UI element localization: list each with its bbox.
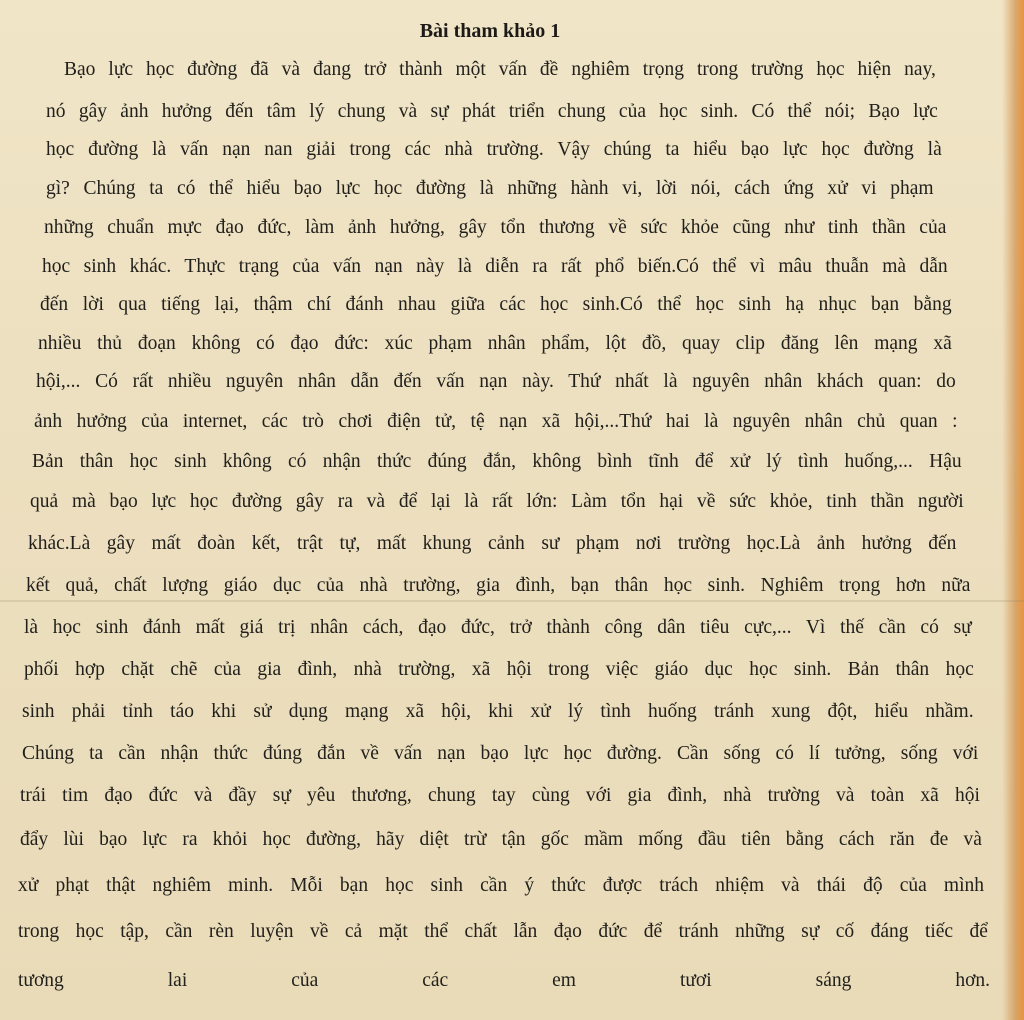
text-line: xử phạt thật nghiêm minh. Mỗi bạn học sinh cần ý thức được trách nhiệm và thái độ của mình	[18, 875, 985, 896]
last-line-word: hơn.	[955, 970, 990, 991]
text-line: trong học tập, cần rèn luyện về cả mặt thể chất lẫn đạo đức để tránh những sự cố đáng tiếc để	[18, 921, 988, 942]
page-edge	[1002, 0, 1024, 1020]
text-line: Chúng ta cần nhận thức đúng đắn về vấn nạn bạo lực học đường. Cần sống có lí tưởng, sống với	[22, 743, 979, 764]
text-line: Bạo lực học đường đã và đang trở thành một vấn đề nghiêm trọng trong trường học hiện nay,	[64, 59, 936, 80]
text-line: ảnh hưởng của internet, các trò chơi điện tử, tệ nạn xã hội,...Thứ hai là nguyên nhân chủ quan :	[34, 411, 958, 432]
text-line: trái tim đạo đức và đầy sự yêu thương, chung tay cùng với gia đình, nhà trường và toàn xã hội	[20, 785, 980, 806]
text-line: nó gây ảnh hưởng đến tâm lý chung và sự phát triển chung của học sinh. Có thể nói; Bạo lực	[46, 101, 938, 122]
last-line-word: tươi	[679, 970, 712, 991]
text-line: nhiều thủ đoạn không có đạo đức: xúc phạm nhân phẩm, lột đồ, quay clip đăng lên mạng xã	[38, 333, 952, 354]
text-line: Bản thân học sinh không có nhận thức đúng đắn, không bình tĩnh để xử lý tình huống,... Hậu	[32, 451, 962, 472]
text-line: gì? Chúng ta có thể hiểu bạo lực học đường là những hành vi, lời nói, cách ứng xử vi phạm	[46, 178, 934, 199]
last-line-word: của	[291, 970, 319, 991]
text-line: sinh phải tỉnh táo khi sử dụng mạng xã hội, khi xử lý tình huống tránh xung đột, hiểu nhầm.	[22, 701, 974, 722]
text-line: quả mà bạo lực học đường gây ra và để lại là rất lớn: Làm tổn hại về sức khỏe, tinh thần người	[30, 491, 964, 512]
text-line: học đường là vấn nạn nan giải trong các nhà trường. Vậy chúng ta hiểu bạo lực học đường là	[46, 139, 942, 160]
last-line-word: lai	[167, 970, 188, 991]
text-line: hội,... Có rất nhiều nguyên nhân dẫn đến vấn nạn này. Thứ nhất là nguyên nhân khách quan: do	[36, 371, 956, 392]
text-line: là học sinh đánh mất giá trị nhân cách, đạo đức, trở thành công dân tiêu cực,... Vì thế cần có sự	[24, 617, 972, 638]
text-line: học sinh khác. Thực trạng của vấn nạn này là diễn ra rất phổ biến.Có thể vì mâu thuẫn mà dẫn	[42, 256, 948, 277]
last-line-word: sáng	[815, 970, 852, 991]
text-line: khác.Là gây mất đoàn kết, trật tự, mất khung cảnh sư phạm nơi trường học.Là ảnh hưởng đến	[28, 533, 957, 554]
last-text-line	[18, 970, 990, 992]
text-line: đến lời qua tiếng lại, thậm chí đánh nhau giữa các học sinh.Có thể học sinh hạ nhục bạn bằng	[40, 294, 952, 315]
last-line-word: em	[552, 970, 576, 991]
last-line-word: tương	[18, 970, 64, 991]
document-title: Bài tham khảo 1	[419, 20, 561, 42]
text-line: kết quả, chất lượng giáo dục của nhà trường, gia đình, bạn thân học sinh. Nghiêm trọng hơn nữa	[26, 575, 971, 596]
text-line: phối hợp chặt chẽ của gia đình, nhà trường, xã hội trong việc giáo dục học sinh. Bản thân học	[24, 659, 974, 680]
text-line: những chuẩn mực đạo đức, làm ảnh hưởng, gây tổn thương về sức khỏe cũng như tinh thần của	[44, 217, 947, 238]
paper-fold	[0, 600, 1024, 602]
last-line-word: các	[422, 970, 449, 991]
text-line: đẩy lùi bạo lực ra khỏi học đường, hãy diệt trừ tận gốc mầm mống đầu tiên bằng cách răn đe và	[20, 829, 982, 850]
